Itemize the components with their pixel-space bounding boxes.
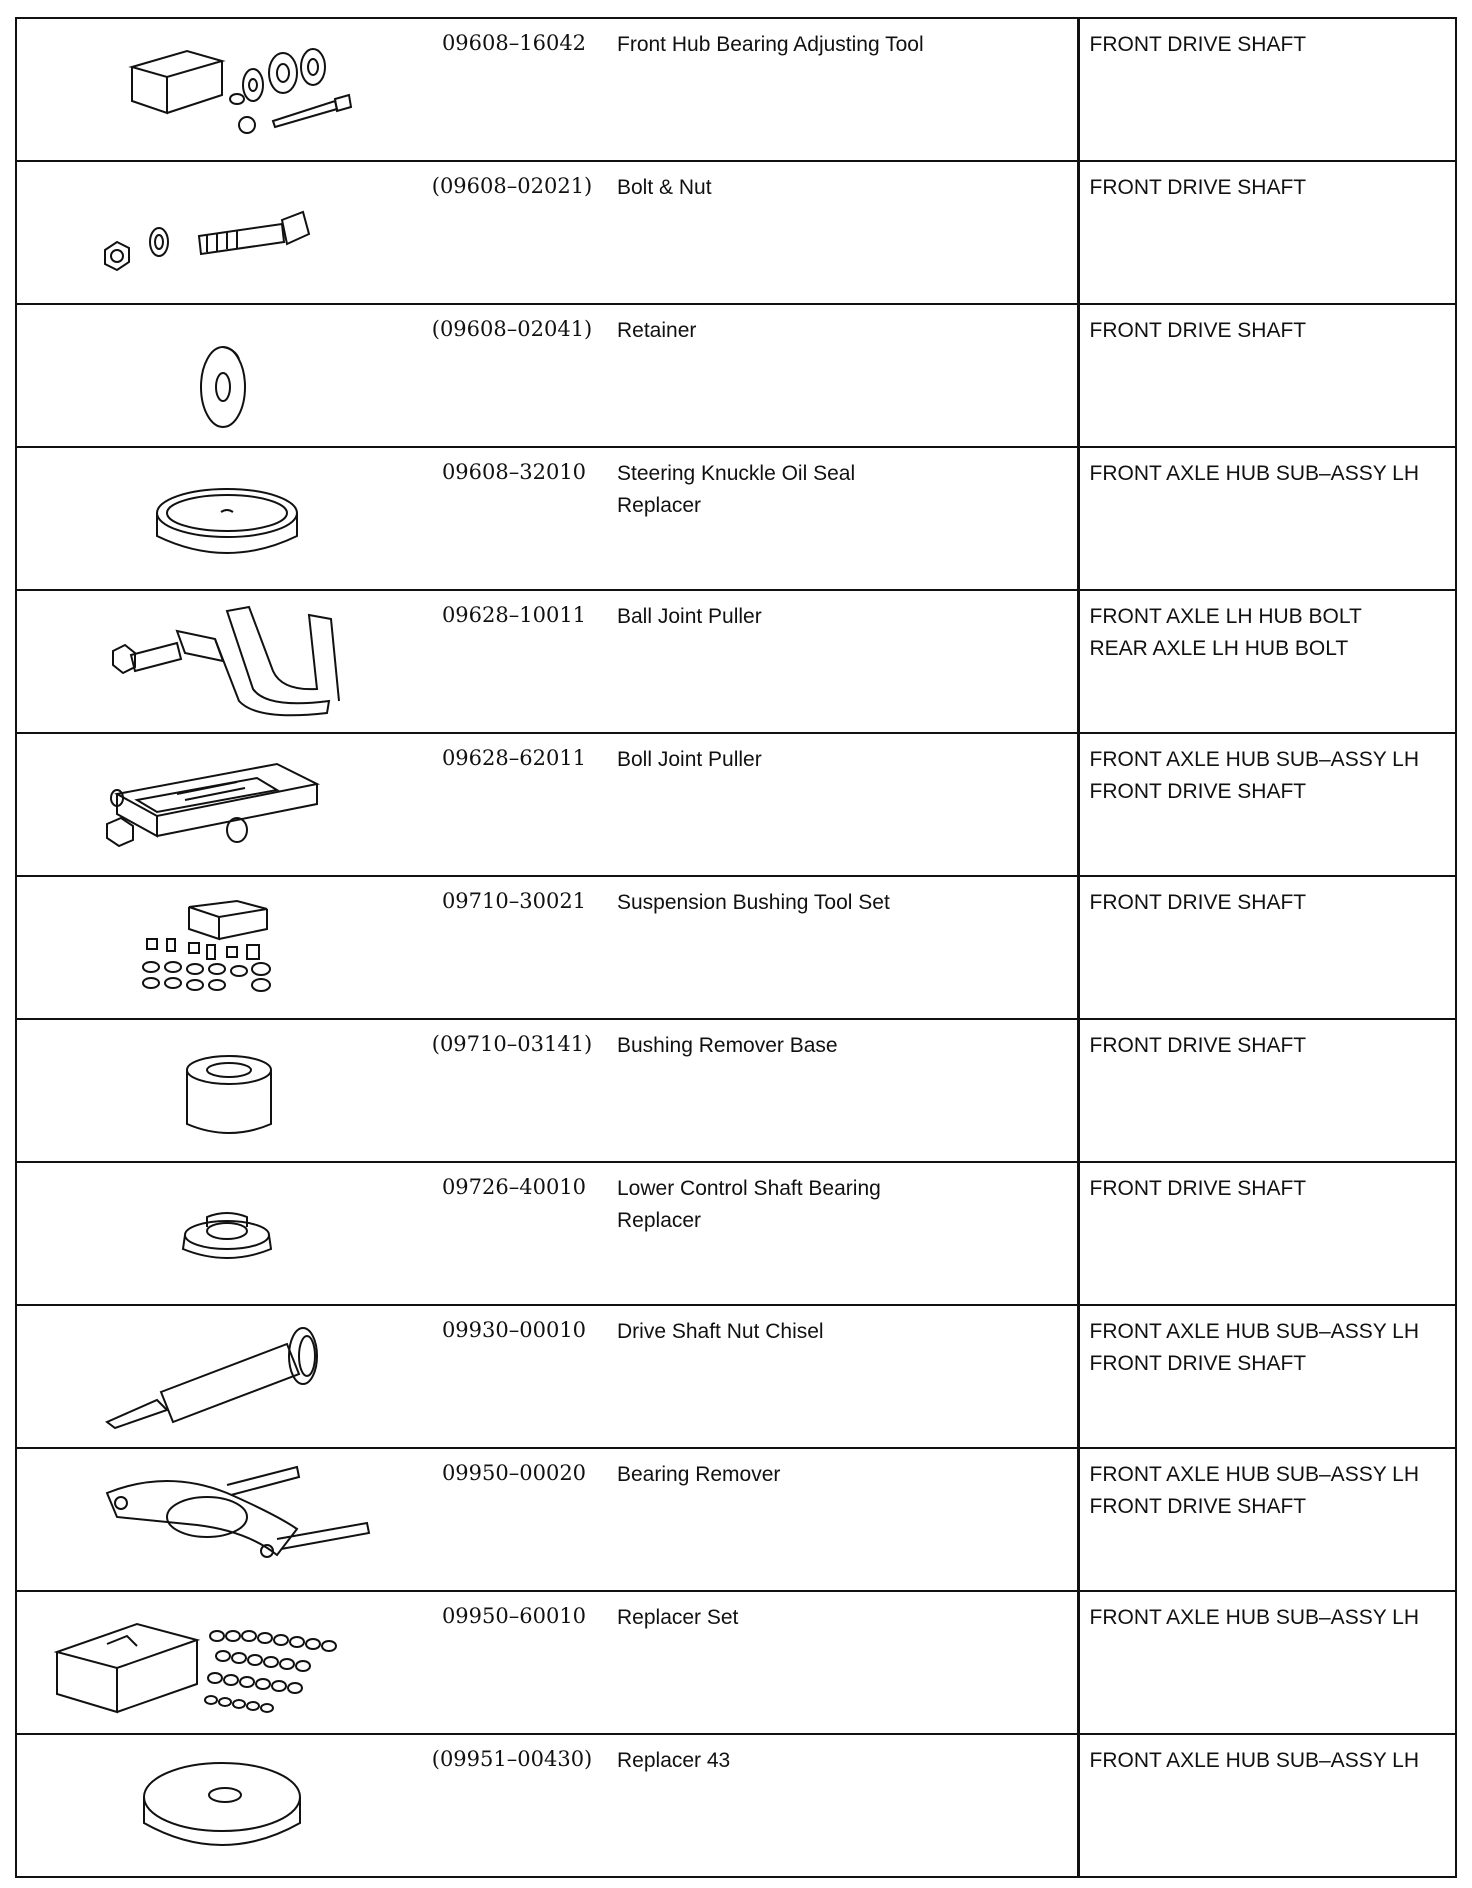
table-row [16,1305,1456,1448]
oil-seal-replacer-icon [77,458,377,583]
table-row [16,590,1456,733]
application-item: FRONT DRIVE SHAFT [1089,780,1307,803]
tool-name: Replacer 43 [617,1749,731,1772]
application-list [1080,1163,1456,1205]
application-item: FRONT AXLE HUB SUB–ASSY LH [1089,1463,1420,1486]
application-list [1080,1449,1456,1523]
application-list [1080,448,1456,490]
tool-name: Steering Knuckle Oil Seal Replacer [617,462,856,517]
table-row [16,161,1456,304]
application-item: FRONT AXLE HUB SUB–ASSY LH [1089,1320,1420,1343]
part-number: 09608–32010 [441,460,587,484]
table-row [16,1019,1456,1162]
nut-chisel-icon [77,1316,377,1441]
part-number: 09726–40010 [441,1175,587,1199]
part-number: (09608–02021) [431,174,593,198]
application-list [1080,1592,1456,1634]
tool-name: Bushing Remover Base [617,1034,838,1057]
tool-name: Boll Joint Puller [617,748,762,771]
replacer-43-icon [77,1745,377,1870]
table-row [16,876,1456,1019]
part-number: (09951–00430) [431,1747,593,1771]
application-item: FRONT AXLE HUB SUB–ASSY LH [1089,1749,1420,1772]
remover-base-icon [77,1030,377,1155]
tool-name: Bearing Remover [617,1463,781,1486]
part-number: (09608–02041) [431,317,593,341]
application-item: FRONT DRIVE SHAFT [1089,319,1307,342]
application-item: FRONT DRIVE SHAFT [1089,1034,1307,1057]
table-row [16,18,1456,161]
tool-name: Retainer [617,319,697,342]
application-list [1080,1306,1456,1380]
part-number: 09930–00010 [441,1318,587,1342]
ball-joint-puller-icon [77,601,377,726]
table-row [16,1162,1456,1305]
application-list [1080,1735,1456,1777]
bearing-remover-icon [77,1459,377,1584]
table-row [16,1448,1456,1591]
part-number: (09710–03141) [431,1032,593,1056]
tool-name: Front Hub Bearing Adjusting Tool [617,33,924,56]
application-item: FRONT DRIVE SHAFT [1089,891,1307,914]
part-number: 09628–10011 [441,603,587,627]
tool-name: Bolt & Nut [617,176,712,199]
application-list [1080,305,1456,347]
application-list [1080,591,1456,665]
application-item: FRONT AXLE LH HUB BOLT [1089,605,1362,628]
tool-name: Ball Joint Puller [617,605,762,628]
boll-joint-puller-icon [77,744,377,869]
application-item: FRONT AXLE HUB SUB–ASSY LH [1089,1606,1420,1629]
part-number: 09628–62011 [441,746,587,770]
application-item: FRONT DRIVE SHAFT [1089,1495,1307,1518]
application-item: FRONT AXLE HUB SUB–ASSY LH [1089,748,1420,771]
hub-bearing-tool-set-icon [77,29,377,154]
table-row [16,304,1456,447]
application-item: FRONT AXLE HUB SUB–ASSY LH [1089,462,1420,485]
tool-name: Replacer Set [617,1606,739,1629]
tool-name: Suspension Bushing Tool Set [617,891,890,914]
bushing-tool-set-icon [77,887,377,1012]
table-row [16,733,1456,876]
part-number: 09710–30021 [441,889,587,913]
application-item: FRONT DRIVE SHAFT [1089,1177,1307,1200]
application-item: REAR AXLE LH HUB BOLT [1089,637,1349,660]
part-number: 09608–16042 [441,31,587,55]
tool-name: Drive Shaft Nut Chisel [617,1320,824,1343]
retainer-washer-icon [77,315,377,440]
application-list [1080,1020,1456,1062]
application-item: FRONT DRIVE SHAFT [1089,176,1307,199]
table-row [16,1734,1456,1877]
part-number: 09950–60010 [441,1604,587,1628]
special-tools-table [15,17,1457,1878]
application-item: FRONT DRIVE SHAFT [1089,33,1307,56]
part-number: 09950–00020 [441,1461,587,1485]
tool-name: Lower Control Shaft Bearing Replacer [617,1177,881,1232]
application-list [1080,19,1456,61]
application-list [1080,734,1456,808]
shaft-bearing-replacer-icon [77,1173,377,1298]
table-row [16,1591,1456,1734]
application-list [1080,162,1456,204]
bolt-nut-icon [77,172,377,297]
table-row [16,447,1456,590]
replacer-set-icon [47,1602,347,1727]
application-list [1080,877,1456,919]
application-item: FRONT DRIVE SHAFT [1089,1352,1307,1375]
